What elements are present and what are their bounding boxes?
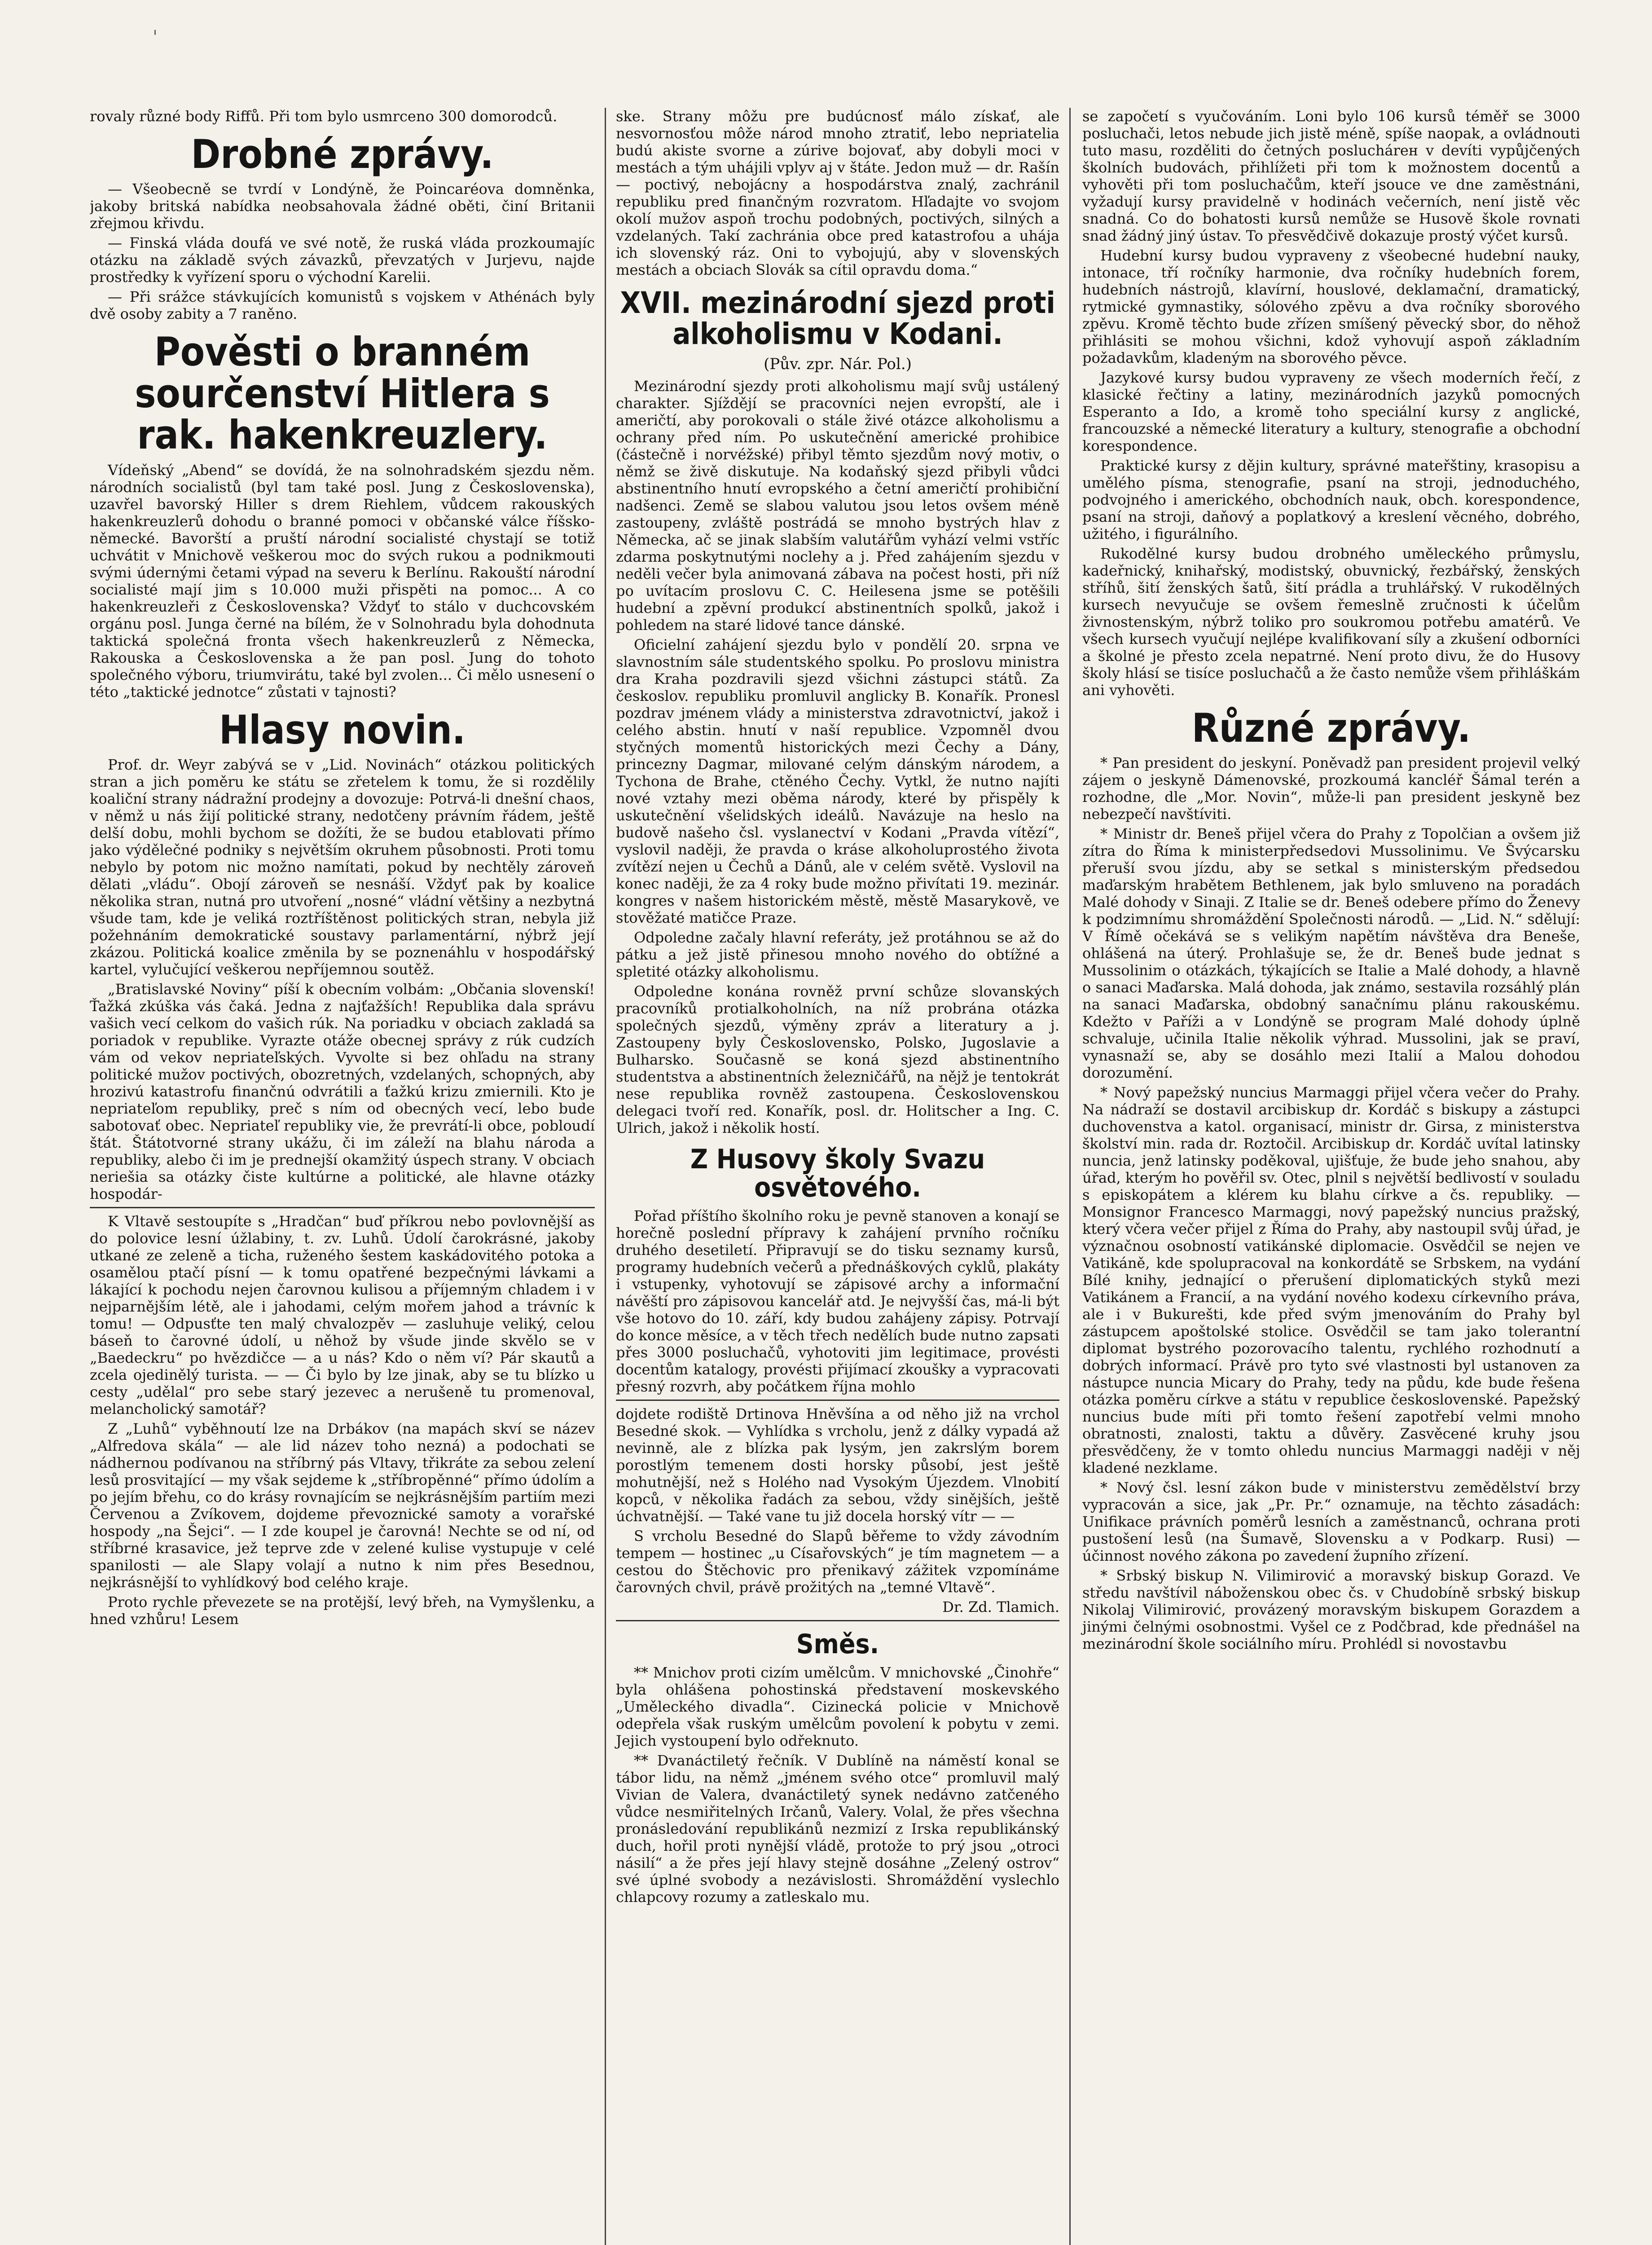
smes-item-1: ** Mnichov proti cizím umělcům. V mnichovské „Činohře“ byla ohlášena pohostinská představení moskevského „Uměleckého divadla“. Cizinecká policie v Mnichově odepřela však ruským umělcům povolení k pobytu v zemi. Jejich vystoupení bylo odřeknuto.	[616, 1664, 1059, 1749]
hus-school-paragraph: Pořad příštího školního roku je pevně stanoven a konají se horečně poslední přípravy k zahájení prvního ročníku druhého desetiletí. Připravují se do tisku seznamy kursů, programy hudebních večerů a přednáškových cyklů, plakáty i vstupenky, vyhotovují se zápisové archy a informační návěští pro zápisovou kancelář atd. Je nejvyšší čas, má-li být vše hotovo do 10. září, kdy budou zahájeny zápisy. Potrvají do konce měsíce, a v těch třech nedělích bude nutno zapsati přes 3000 posluchačů, vyhotoviti jim legitimace, provésti docentům katalogy, provésti přijímací zkoušky a vypracovati přesný rozvrh, aby počátkem října mohlo	[616, 1207, 1059, 1395]
col3-lead-text: se započetí s vyučováním. Loni bylo 106 kursů téměř se 3000 posluchači, letos nebude jich jistě méně, spíše naopak, a ovládnouti tuto masu, rozděliti do četných posluchárен v devíti vypůjčených školních budovách, přihlížeti při tom k možnostem docentů a vyhověti při tom posluchačům, kteří jsouce ve dne zaměstnáni, vyžadují kursy pravidelně v hodinách večerních, není jistě věc snadná. Co do bohatosti kursů nemůže se Husově škole rovnati snad žádný jiný ústav. To přesvědčivě dokazuje prostý výčet kursů.	[1082, 108, 1580, 244]
ruzne-item-4: * Nový čsl. lesní zákon bude v ministerstvu zemědělství brzy vypracován a sice, jak „Pr. Pr.“ oznamuje, na těchto zásadách: Unifikace právních poměrů lesních a zaměstnanců, ochrana proti pustošení lesů (na Šumavě, Slovensku a v Podkarp. Rusi) — účinnost nového zákona po zavedení župního zřízení.	[1082, 1479, 1580, 1565]
feuilleton-paragraph-3: Proto rychle převezete se na protější, levý břeh, na Vymyšlenku, a hned vzhůru! Lesem	[90, 1593, 595, 1628]
hus-school-heading: Z Husovy školy Svazu osvětového.	[690, 1143, 985, 1203]
feuilleton-cont-2: S vrcholu Besedné do Slapů běřeme to vždy závodním tempem — hostinec „u Císařovských“ je tím magnetem — a cestou do Štěchovic pro přenikavý zážitek vzpomínáme čarovných chvil, právě prožitých na „temné Vltavě“.	[616, 1527, 1059, 1596]
hlasy-paragraph-1: Prof. dr. Weyr zabývá se v „Lid. Novinách“ otázkou politických stran a jich poměru ke státu se zřetelem k tomu, že si rozdělily koaliční strany nádražní prodejny a dovozuje: Potrvá-li dnešní chaos, v němž u nás žijí politické strany, nedotčeny právním řádem, ještě delší dobu, mohli bychom se dožíti, že se budou etablovati přímo jako výdělečné podniky s největším okruhem působnosti. Proti tomu nebylo by potom nic možno namítati, pokud by nechtěly zároveň dělati „vládu“. Obojí zároveň se nesnáší. Vždyť pak by koalice několika stran, nutná pro utvoření „nosné“ vládní většiny a nezbytná všude tam, kde je veliká roztříštěnost politických stran, nebyla již požehnáním demokratické soustavy parlamentární, nýbrž její zkázou. Politická koalice změnila by se poznenáhlu v hospodářský kartel, vylučující veškerou nepříjemnou soutěž.	[90, 756, 595, 978]
smes-divider	[616, 1620, 1059, 1621]
column-1	[90, 108, 606, 2245]
feuilleton-cont-1: dojdete rodiště Drtinova Hněvšína a od něho již na vrchol Besedné skok. — Vyhlídka s vrcholu, jenž z dálky vypadá až nevinně, ale z blízka pak lysým, jen zakrslým borem porostlým temenem dosti horsky působí, jest ještě mohutnější, než s Holého nad Vysokým Újezdem. Vlnobití kopců, v několika řadách za sebou, vždy sinějších, ještě úchvatnější. — Také vane tu již docela horský vítr — —	[616, 1405, 1059, 1525]
sjezd-paragraph-4: Odpoledne konána rovněž první schůze slovanských pracovníků protialkoholních, na níž probrána otázka společných sjezdů, výměny zpráv a literatury a j. Zastoupeny byly Československo, Polsko, Jugoslavie a Bulharsko. Současně se koná sjezd abstinentního studentstva a abstinentních železničářů, na nějž je tentokrát nese republika rovněž zastoupena. Československou delegaci tvoří red. Konařík, posl. dr. Holitscher a Ing. C. Ulrich, jakož i několik hostí.	[616, 982, 1059, 1136]
drobne-item-2: — Finská vláda doufá ve své notě, že ruská vláda prozkoumajíc otázku na základě svých závazků, převzatých v Jurjevu, najde prostředky k vyřízení sporu o východní Karelii.	[90, 234, 595, 286]
feuilleton-signature: Dr. Zd. Tlamich.	[942, 1598, 1059, 1616]
hlasy-paragraph-2: „Bratislavské Noviny“ píší k obecním volbám: „Občania slovenskí! Ťažká zkúška vás čaká. Jedna z najťažších! Republika dala správu vašich vecí celkom do vašich rúk. Na poriadku v obciach zakladá sa poriadok v republike. Vyrazte otáže obecnej správy z rúk cudzích vám od vekov nepriateľských. Vyvolte si bez ohľadu na strany politické mužov poctivých, obozretných, vzdelaných, schopných, aby hrozivú katastrofu finančnú odvrátili a ťažkú krizu zmiernili. Kto je nepriateľom republiky, preč s ním od obecných vecí, lebo bude sabotovať obec. Nepriateľ republiky vie, že prevrátí-li obce, pobloudí štát. Štátotvorné strany ukážu, či im záleží na blahu národa a republiky, alebo či im je prednejší okamžitý úspech strany. V obciach neriešia sa otázky čiste kultúrne a politické, ale hlavne otázky hospodár-	[90, 980, 595, 1202]
povesti-heading: Pověsti o branném sourčenství Hitlera s rak. hakenkreuzlery.	[135, 329, 550, 458]
col2-lead-text: ske. Strany môžu pre budúcnosť málo získať, ale nesvornosťou môže národ mnoho ztratiť, lebo nepriatelia budú akiste svorne a zúrive bojovať, aby dobyli moci v mestách a tým uhájili vplyv aj v štáte. Jedon muž — dr. Rašín — poctivý, nebojácny a hospodárstva znalý, zachránil republiku pred finančným rozvratom. Hľadajte vo svojom okolí mužov aspoň trochu podobných, poctivých, silných a vzdelaných. Takí zachránia obce pred katastrofou a uhája ich slovenský ráz. Oni to vybojujú, aby v slovenských mestách a obciach Slovák sa cítil opravdu doma.“	[616, 108, 1059, 278]
sjezd-paragraph-3: Odpoledne začaly hlavní referáty, jež protáhnou se až do pátku a jež jistě přinesou mnoho nového do obtížné a spletité otázky alkoholismu.	[616, 929, 1059, 980]
rukodelne-kursy: Rukodělné kursy budou drobného uměleckého průmyslu, kadeřnický, knihařský, modistský, obuvnický, řezbářský, ženských stříhů, šití ženských šatů, šití prádla a truhlářský. V rukodělných kursech nevyučuje se ovšem řemeslně zručnosti k účelům živnostenským, nýbrž toliko pro soukromou potřebu amatérů. Ve všech kursech vyučují nejlépe kvalifikovaní síly a zkušení odborníci a školné je přesto zcela nepatrné. Není proto divu, že do Husovy školy hlásí se tisíce posluchačů a že často nemůže všem přihláškám ani vyhověti.	[1082, 545, 1580, 699]
feuilleton-divider	[90, 1207, 595, 1208]
povesti-body: Vídeňský „Abend“ se dovídá, že na solnohradském sjezdu něm. národních socialistů (byl tam také posl. Jung z Československa), uzavřel bavorský Hiller s drem Riehlem, vůdcem rakouských hakenkreuzlerů dohodu o branné pomoci v občanské válce říšsko-německé. Bavorští a pruští národní socialisté chystají se totiž uchvátit v Mnichově veškerou moc do svých rukou a podnikmouti svými údernými četami výpad na severu k Berlínu. Rakouští národní socialisté mají jim s 10.000 muži přispěti na pomoc... A co hakenkreuzleři z Československa? Vždyť to stálo v duchcovském orgánu posl. Junga černé na bílém, že v Solnohradu byla dohodnuta taktická společná fronta všech hakenkreuzlerů z Německa, Rakouska a Československa a že pan posl. Jung do tohoto společného výboru, triumvirátu, také byl zvolen... Či mělo usnesení o této „taktické jednotce“ zůstati v tajnosti?	[90, 461, 595, 700]
feuilleton-paragraph-1: K Vltavě sestoupíte s „Hradčan“ buď příkrou nebo povlovnější as do polovice lesní úžlabiny, t. zv. Luhů. Údolí čarokrásné, jakoby utkané ze zeleně a ticha, ruženého šestem kaskádovitého potoka a osamělou ptačí písní — k tomu opatřené bezpečnými lávkami a lákající k pochodu nejen čarovnou kulisou a příjemným chladem i v nejparnějším létě, ale i jahodami, celým mořem jahod a trávníc k tomu! — Odpusťte ten malý chvalozpěv — zasluhuje veliký, celou báseň to čarovné údolí, u něhož by všude jinde skvělo se v „Baedeckru“ po hvězdičce — a u nás? Kdo o něm ví? Pár skautů a zcela ojedinělý turista. — — Či bylo by lze jinak, aby se tu blízko u cesty „udělal“ pro sebe starý jezevec a nerušeně tu promenoval, melancholický samotář?	[90, 1212, 595, 1417]
hlasy-novin-heading: Hlasy novin.	[219, 706, 466, 753]
col2-divider	[616, 1400, 1059, 1401]
jazykove-kursy: Jazykové kursy budou vypraveny ze všech moderních řečí, z klasické řečtiny a latiny, mezinárodních jazyků pomocných Esperanto a Ido, a kromě toho speciální kursy z anglické, francouzské a německé literatury a kultury, stenografie a obchodní korespondence.	[1082, 369, 1580, 454]
page-edge-mark: '	[153, 27, 158, 48]
feuilleton-paragraph-2: Z „Luhů“ vyběhnoutí lze na Drbákov (na mapách skví se název „Alfredova skála“ — ale lid název toho nezná) a podochati se nádhernou podívanou na stříbrný pás Vltavy, třikráte za sebou zelení lesů prosvitající — my však sejdeme k „stříbropěnné“ přímo údolím a po jejím břehu, co do krásy rovnajícím se nejkrásnějším partiím mezi Červenou a Zvíkovem, dojdeme převoznické samoty a vorařské hospody „na Šejci“. — I zde koupel je čarovná! Nechte se od ní, od stříbrné krasavice, jež teprve zde v zelené kulise vystupuje v celé spanilosti — ale Slapy volají a nutno k nim přes Besednou, nejkrásnější to vyhlídkový bod celého kraje.	[90, 1420, 595, 1591]
hudebni-kursy: Hudební kursy budou vypraveny z všeobecné hudební nauky, intonace, tří ročníky harmonie, dva ročníky hudebních forem, hudebních nástrojů, klavírní, houslové, deklamační, dramatický, rytmické gymnastiky, sólového zpěvu a dva ročníky sborového zpěvu. Kromě těchto bude zřízen smíšený pěvecký sbor, do něhož přihlásiti se mohou všichni, kdož vyhovují aspoň základním požadavkům, kladeným na sborového pěvce.	[1082, 247, 1580, 366]
sjezd-paragraph-1: Mezinárodní sjezdy proti alkoholismu mají svůj ustálený charakter. Sjíždějí se pracovníci nejen evropští, ale i američtí, aby porokovali o stále živé otázce alkoholismu a ochrany před ním. Po uskutečnění americké prohibice (částečně i norvéžské) přibyl těmto sjezdům nový motiv, o němž se živě diskutuje. Na kodaňský sjezd přibyli vůdci abstinentního hnutí evropského a četní američtí prohibiční nadšenci. Země se slabou valutou jsou letos ovšem méně zastoupeny, zvláště postrádá se mnoho bystrých hlav z Německa, ač se jinak slabším valutářům vyhází velmi vstříc zdarma poskytnutými noclehy a j. Před zahájením sjezdu v neděli večer byla animovaná zábava na počest hosti, při níž po uvítacím proslovu C. C. Heilesena jsme se potěšili hudební a zpěvní produkcí abstinentních spolků, jakož i pohledem na staré lidové tance dánské.	[616, 377, 1059, 634]
ruzne-item-3: * Nový papežský nuncius Marmaggi přijel včera večer do Prahy. Na nádraží se dostavil arcibiskup dr. Kordáč s biskupy a zástupci duchovenstva a katol. organisací, ministr dr. Girsa, z ministerstva školství min. rada dr. Roztočil. Arcibiskup dr. Kordáč uvítal latinsky nuncia, jenž latinsky poděkoval, ujišťuje, že bude jeho snahou, aby úřad, kterým ho pověřil sv. Otec, plnil s největší bedlivostí v souladu s episkopátem a klérem ku blahu církve a čs. republiky. — Monsignor Francesco Marmaggi, nový papežský nuncius pražský, který včera večer přijel z Říma do Prahy, aby nastoupil svůj úřad, je význačnou osobností vatikánské diplomacie. Osvědčil se nejen ve Vatikáně, kde spolupracoval na konkordátě se Srbskem, na vydání Bílé knihy, jednající o přerušení diplomatických styků mezi Vatikánem a Francií, a na vydání nového kodexu církevního práva, ale i v Bukurešti, kde před svým jmenováním do Prahy byl zástupcem apoštolské stolice. Osvědčil se tam jako tolerantní diplomat bystrého pozorovacího talentu, rychlého rozhodnutí a dobrých informací. Právě pro tyto své vlastnosti byl ustanoven za nástupce nuncia Micary do Prahy, tedy na půdu, kde bude řešena otázka poměru církve a státu v republice československé. Papežský nuncius bude míti při tomto řešení zapotřebí velmi mnoho obratnosti, znalosti, taktu a důvěry. Zasvěcené kruhy jsou přesvědčeny, že v tomto ohledu nuncius Marmaggi naději v něj kladené nezklame.	[1082, 1084, 1580, 1477]
column-2	[606, 108, 1071, 2245]
ruzne-zpravy-heading: Různé zprávy.	[1191, 705, 1471, 751]
prakticke-kursy: Praktické kursy z dějin kultury, správné mateřštiny, krasopisu a umělého písma, stenografie, psaní na stroji, jednoduchého, podvojného i amerického, obchodních nauk, obch. korespondence, psaní na stroji, daňový a poplatkový a kreslení věcného, dobrého, užitého, i figurálního.	[1082, 457, 1580, 542]
smes-item-2: ** Dvanáctiletý řečník. V Dublíně na náměstí konal se tábor lidu, na němž „jménem svého otce“ promluvil malý Vivian de Valera, dvanáctiletý synek nedávno zatčeného vůdce nesmiřitelných Irčanů, Valery. Volal, že přes všechna pronásledování republikánů nezmizí z Irska republikánský duch, hořil proti nynější vládě, protože to prý jsou „otroci násilí“ a že přes její hlavy stejně dosáhne „Zelený ostrov“ své úplné svobody a nezávislosti. Shromáždění vyslechlo chlapcovy rozumy a zatleskalo mu.	[616, 1752, 1059, 1906]
newspaper-page	[90, 108, 1580, 2245]
drobne-zpravy-heading: Drobné zprávy.	[191, 131, 494, 177]
sjezd-paragraph-2: Oficielní zahájení sjezdu bylo v pondělí 20. srpna ve slavnostním sále studentského spolku. Po proslovu ministra dra Kraha pozdravili sjezd všichni zástupci států. Za českoslov. republiku promluvil anglicky B. Konařík. Pronesl pozdrav jménem vlády a ministerstva zdravotnictví, jakož i celého abstin. hnutí v naší republice. Vzpomněl dvou styčných momentů historických mezi Čechy a Dány, princezny Dagmar, milované celým dánským národem, a Tychona de Brahe, ctěného Čechy. Vytkl, že nutno najíti nové vztahy mezi oběma národy, které by přispěly k uskutečnění všelidských ideálů. Navázuje na heslo na budově našeho čsl. vyslanectví v Kodani „Pravda vítězí“, vyslovil naději, že pravda o krásе alkoholuprostého života zvítězí nejen u Čechů a Dánů, ale v celém světě. Vyslovil na konec naději, že za 4 roky bude možno přivítati 19. mezinár. kongres v našem historickém městě, městě Masarykově, ve stověžaté matičce Praze.	[616, 636, 1059, 926]
ruzne-item-1: * Pan president do jeskyní. Poněvadž pan president projevil velký zájem o jeskyně Dámenovské, prozkoumá kancléř Šámal terén a rozhodne, dle „Mor. Novin“, může-li pan president jeskyně bez nebezpečí navštíviti.	[1082, 754, 1580, 823]
sjezd-heading: XVII. mezinárodní sjezd proti alkoholismu v Kodani.	[620, 286, 1055, 352]
col1-lead-text: rovaly různé body Riffů. Při tom bylo usmrceno 300 domorodců.	[90, 108, 558, 125]
drobne-item-1: — Všeobecně se tvrdí v Londýně, že Poincaréova domněnka, jakoby britská nabídka neobsahovala žádné oběti, činí Britanii zřejmou křivdu.	[90, 180, 595, 232]
drobne-item-3: — Při srážce stávkujících komunistů s vojskem v Athénách byly dvě osoby zabity a 7 raněno.	[90, 288, 595, 323]
column-3	[1071, 108, 1580, 2245]
smes-heading: Směs.	[796, 1628, 879, 1660]
ruzne-item-5: * Srbský biskup N. Vilimirović a moravský biskup Gorazd. Ve středu navštívil náboženskou obec čs. v Chudobíně srbský biskup Nikolaj Vilimirović, provázený moravským biskupem Gorazdem a jinými čelnými osobnostmi. Vyšel ce z Podčbrad, kde přednášel na mezinárodní škole sociálního míru. Prohlédl si novostavbu	[1082, 1567, 1580, 1653]
sjezd-source: (Pův. zpr. Nár. Pol.)	[764, 355, 912, 373]
ruzne-item-2: * Ministr dr. Beneš přijel včera do Prahy z Topolčian a ovšem již zítra do Říma k ministerpředsedovi Mussolinimu. Ve Švýcarsku přeruší svou jízdu, aby se setkal s ministerským předsedou maďarským hrabětem Bethlenem, jak bylo smluveno na poradách Malé dohody v Sinaji. Z Italie se dr. Beneš odebere přímo do Ženevy k podzimnímu shromáždění Společnosti národů. — „Lid. N.“ sdělují: V Římě očekává se s velikým napětím návštěva dra Beneše, ohlášená na úterý. Prohlašuje se, že dr. Beneš bude jednat s Mussolinim o otázkách, týkajících se Italie a Malé dohody, a hlavně o sanaci Maďarska. Malá dohoda, jak známo, sestavila rozsáhlý plán na sanaci Maďarska, obdobný sanačnímu plánu rakouskému. Kdežto v Paříži a v Londýně se program Malé dohody úplně schvaluje, učinila Italie několik výhrad. Mussolini, jak se praví, vynasnaží se, aby se dosáhlo mezi Italií a Malou dohodou dorozumění.	[1082, 825, 1580, 1082]
